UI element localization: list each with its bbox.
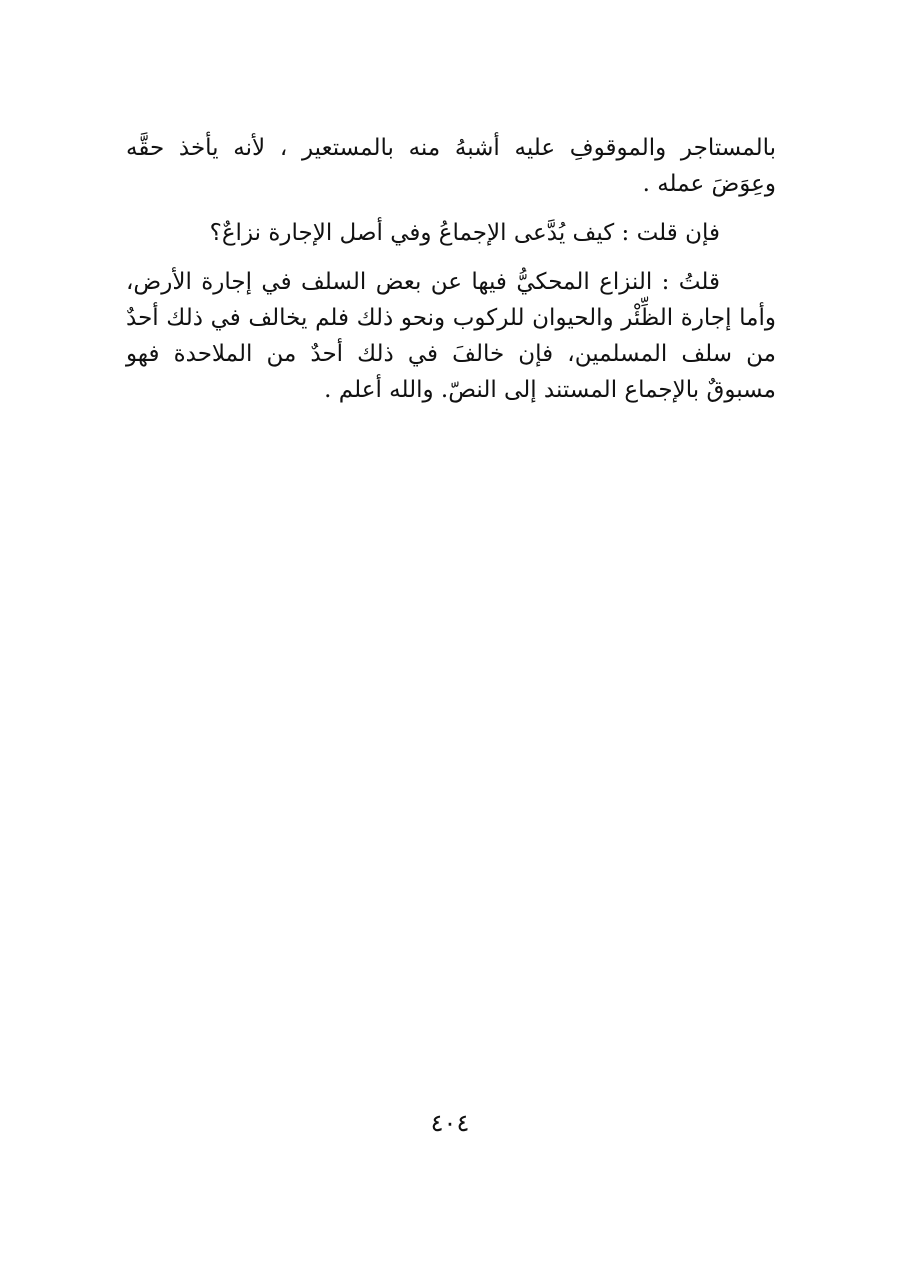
page-body bbox=[126, 130, 776, 408]
paragraph-2-question: فإن قلت : كيف يُدَّعى الإجماعُ وفي أصل الإجارة نزاعٌ؟ bbox=[209, 220, 720, 246]
page-number: ٤٠٤ bbox=[430, 1109, 470, 1137]
paragraph-1: بالمستاجر والموقوفِ عليه أشبهُ منه بالمستعير ، لأنه يأخذ حقَّه وعِوَضَ عمله . bbox=[126, 135, 776, 197]
paragraph-3-answer: قلتُ : النزاع المحكيُّ فيها عن بعض السلف في إجارة الأرض، وأما إجارة الظِّئْر والحيوان للركوب ونحو ذلك فلم يخالف في ذلك أحدٌ من سلف المسلمين، فإن خالفَ في ذلك أحدٌ من الملاحدة فهو مسبوقٌ بالإجماع المستند إلى النصّ. والله أعلم . bbox=[126, 269, 776, 403]
